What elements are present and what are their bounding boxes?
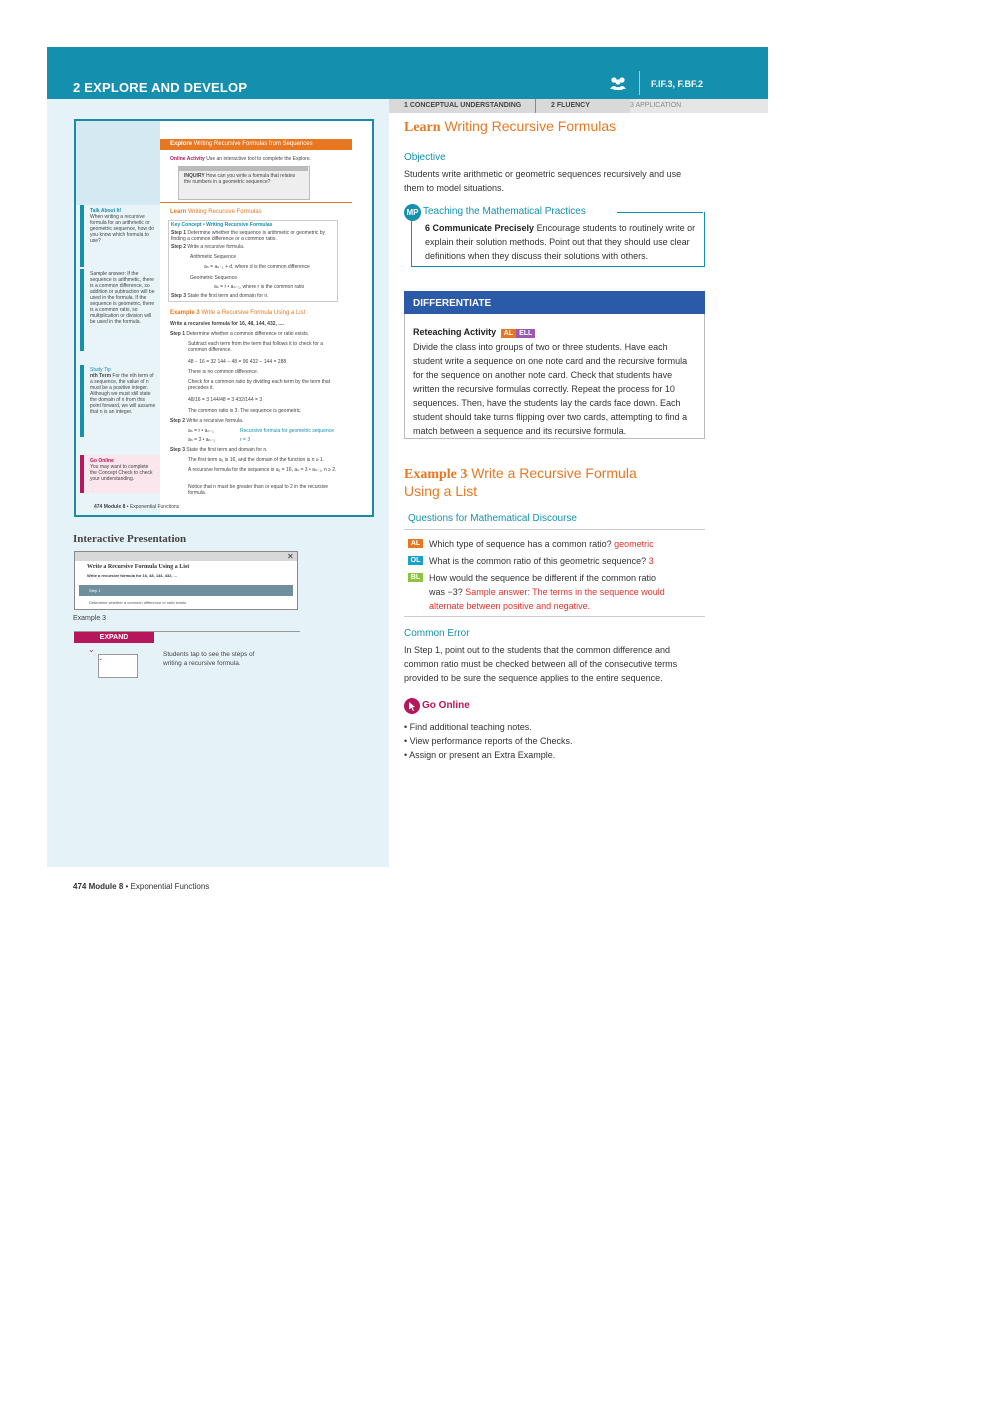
student-page-thumbnail: Explore Writing Recursive Formulas from Sequences Online Activity Use an interactive tool to complete the Explore. INQUIRY How can you write a formula that relates the numbers in a geometric sequence? Talk About It! When writing a recursive formula for an arithmetic or geometric sequence, how do you know which formula to use? Sample answer: If the sequence is arithmetic, there is a common difference, so addition or subtraction will be used in the formula. If the sequence is geometric, there is a common ratio, so multiplication or division will be used in the formula. Study Tip nth Term For the nth term of a sequence, the value of n must be a positive integer. Although we must still state the domain of n from this point forward, we will assume that n is an integer. Go Online You may want to complete the Concept Check to check your understanding. Learn Writing Recursive Formulas Key Concept • Writing Recursive Formulas Step 1 Determine whether the sequence is arithmetic or geometric by finding a common difference or a common ratio. Step 2 Write a recursive formula. Arithmetic Sequence aₙ = aₙ₋₁ + d, where d is the common difference Geometric Sequence aₙ = r • aₙ₋₁, where r is the common ratio Step 3 State the first term and domain for n. Example 3 Write a Recursive Formula Using a List Write a recursive formula for 16, 48, 144, 432, .... Step 1 Determine whether a common difference or ratio exists. Subtract each term from the term that follows it to check for a common difference. 48 − 16 = 32 144 − 48 = 96 432 − 144 = 288 There is no common difference. Check for a common ratio by dividing each term by the term that precedes it. 48/16 = 3 144/48 = 3 432/144 = 3 The common ratio is 3. The sequence is geometric. Step 2 Write a recursive formula. aₙ = r • aₙ₋₁ Recursive formula for geometric sequence aₙ = 3 • aₙ₋₁ r = 3 Step 3 State the first term and domain for n. The first term a₁ is 16, and the domain of the function is n ≥ 1. A recursive formula for the sequence is a₁ = 16, aₙ = 3 • aₙ₋₁, n ≥ 2. Notice that n must be greater than or equal to 2 in the recursive formula. 474 Module 8 • Exponential Functions — [74, 119, 374, 517]
objective-text: Students write arithmetic or geometric sequences recursively and use them to model situations. — [404, 169, 682, 193]
thumb-kc-geom: Geometric Sequence — [190, 275, 237, 281]
step-conceptual: 1 CONCEPTUAL UNDERSTANDING — [404, 102, 522, 109]
thumb-kc-step1-label: Step 1 — [171, 230, 187, 236]
thumb-ex3-s1e: 48/16 = 3 144/48 = 3 432/144 = 3 — [188, 397, 263, 403]
thumb-talk-accent — [80, 205, 84, 267]
thumb-kc-step3-label: Step 3 — [171, 293, 187, 299]
ell-badge: ELL — [516, 329, 535, 338]
interactive-panel-prompt: Write a recursive formula for 16, 48, 144, 432, ... — [87, 573, 177, 578]
thumb-explore-title: Writing Recursive Formulas from Sequences — [193, 141, 313, 147]
footer-page-number: 474 — [73, 882, 87, 891]
practices-top-rule — [617, 212, 703, 213]
thumb-ex3-s3c: Notice that n must be greater than or equal to 2 in the recursive formula. — [188, 484, 329, 496]
thumb-talk-label: Talk About It! — [90, 208, 122, 214]
al-level-badge: AL — [408, 539, 423, 548]
al-badge: AL — [501, 329, 516, 338]
thumb-learn-rule — [160, 202, 352, 203]
thumb-goonline-accent — [80, 455, 84, 493]
thumb-kc-arith-formula: aₙ = aₙ₋₁ + d, where d is the common difference — [204, 264, 310, 270]
chevron-down-icon: ⌄ — [98, 656, 104, 662]
step-fluency: 2 FLUENCY — [551, 102, 590, 109]
interactive-panel[interactable] — [74, 551, 298, 610]
thumb-ex3-step2-label: Step 2 — [170, 418, 186, 424]
footer-bullet: • — [125, 882, 129, 891]
step-progress-bar — [389, 99, 768, 113]
thumb-kc-step2: Write a recursive formula. — [187, 244, 245, 250]
expand-button[interactable]: EXPAND — [74, 632, 154, 643]
page-footer — [73, 882, 209, 891]
thumb-learn-title: Writing Recursive Formulas — [188, 209, 262, 215]
discourse-a3: Sample answer: The terms in the sequence would — [465, 587, 665, 597]
discourse-q3: How would the sequence be different if the common ratio — [429, 573, 656, 583]
discourse-a2: 3 — [648, 556, 654, 566]
thumb-kc-geom-formula: aₙ = r • aₙ₋₁, where r is the common ratio — [214, 284, 305, 290]
thumb-ex3-step1-label: Step 1 — [170, 331, 186, 337]
group-work-icon — [609, 76, 627, 90]
thumb-ex3-s1d: Check for a common ratio by dividing each term by the term that precedes it. — [188, 379, 331, 391]
interactive-caption: Example 3 — [73, 615, 107, 622]
thumb-ex3-s2b: aₙ = 3 • aₙ₋₁ — [188, 437, 215, 443]
ol-level-badge: OL — [408, 556, 423, 565]
thumb-talk-text: When writing a recursive formula for an arithmetic or geometric sequence, how do you know which formula to use? — [90, 214, 154, 244]
thumb-ex3-s3b: A recursive formula for the sequence is a₁ = 16, aₙ = 3 • aₙ₋₁, n ≥ 2. — [188, 467, 337, 473]
thumb-ex3-s2a: aₙ = r • aₙ₋₁ — [188, 428, 214, 434]
interactive-titlebar — [75, 552, 297, 561]
thumb-ex3-step3: State the first term and domain for n. — [186, 447, 268, 453]
thumb-online-activity-text: Use an interactive tool to complete the Explore. — [206, 156, 311, 162]
thumb-kc-step3: State the first term and domain for n. — [187, 293, 269, 299]
interactive-heading: Interactive Presentation — [73, 533, 187, 545]
go-online-icon — [404, 698, 420, 714]
thumb-explore-label: Explore — [170, 141, 193, 147]
section-header-bar — [47, 47, 768, 99]
thumb-goonline-label: Go Online — [90, 458, 114, 464]
thumb-studytip-accent — [80, 365, 84, 437]
thumb-goonline-text: You may want to complete the Concept Check to check your understanding. — [90, 464, 153, 482]
thumb-inquiry-text: How can you write a formula that relates the numbers in a geometric sequence? — [184, 173, 296, 185]
differentiate-heading: DIFFERENTIATE — [413, 298, 492, 309]
discourse-q1: Which type of sequence has a common ratio? — [429, 539, 612, 549]
footer-topic: Exponential Functions — [130, 882, 210, 891]
thumb-kc-step1: Determine whether the sequence is arithmetic or geometric by finding a common difference or a common ratio. — [171, 230, 325, 242]
thumb-ex3-s2b-note: r = 3 — [240, 437, 251, 443]
thumb-key-concept-title: Key Concept • Writing Recursive Formulas — [171, 222, 273, 228]
thumb-ex3-step1: Determine whether a common difference or ratio exists. — [186, 331, 310, 337]
go-online-item-2: • View performance reports of the Checks. — [404, 736, 573, 746]
discourse-a1: geometric — [614, 539, 654, 549]
thumb-ex3-label: Example 3 — [170, 310, 200, 316]
step-application: 3 APPLICATION — [630, 102, 682, 109]
reteaching-activity-label: Reteaching Activity — [413, 327, 497, 337]
practices-text: Encourage students to routinely write or explain their solution methods. Point out that they should use clear definitions when they discuss their solutions with others. — [425, 223, 696, 261]
thumb-learn-label: Learn — [170, 209, 187, 215]
chevron-down-icon: ⌄ — [88, 645, 95, 654]
thumb-ex3-s1f: The common ratio is 3. The sequence is geometric. — [188, 408, 302, 414]
thumb-ex3-step3-label: Step 3 — [170, 447, 186, 453]
thumb-footer-topic: Exponential Functions — [129, 504, 180, 510]
thumb-ex3-s2a-note: Recursive formula for geometric sequence — [240, 428, 334, 434]
thumb-studytip-text: For the nth term of a sequence, the value of n must be a positive integer. Although we must still state the domain of n from this point forward, we will assume that n is an integer. — [90, 373, 156, 415]
discourse-heading: Questions for Mathematical Discourse — [408, 513, 577, 524]
thumb-ex3-s3a: The first term a₁ is 16, and the domain of the function is n ≥ 1. — [188, 457, 325, 463]
example-title-line2: Using a List — [404, 483, 478, 499]
thumb-margin-top — [76, 121, 160, 205]
interactive-panel-step: Step 1 — [89, 588, 101, 593]
mp-badge-icon: MP — [404, 204, 421, 221]
thumb-inquiry-titlebar — [178, 166, 308, 171]
expand-description: Students tap to see the steps of writing a recursive formula. — [163, 651, 255, 667]
differentiate-text: Divide the class into groups of two or three students. Have each student write a sequence on one note card and the recursive formula for the sequence on another note card. Check that students have written the recursive formulas correctly. Repeat the process for 10 sequences. Then, have the students lay the cards face down. Each student should take turns flipping over two cards, attempting to find a match between a sequence and its recursive formula. — [413, 342, 688, 436]
discourse-a3-line2: alternate between positive and negative. — [429, 601, 591, 611]
standards-code: F.IF.3, F.BF.2 — [651, 79, 704, 89]
interactive-step-row[interactable] — [79, 585, 293, 596]
example-title: Write a Recursive Formula — [471, 465, 637, 481]
thumb-ex3-s1a: Subtract each term from the term that follows it to check for a common difference. — [188, 341, 324, 353]
thumb-ex3-title: Write a Recursive Formula Using a List — [201, 310, 306, 316]
thumb-footer-page: 474 — [94, 504, 103, 510]
footer-module: Module 8 — [88, 882, 124, 891]
thumb-kc-arith: Arithmetic Sequence — [190, 254, 237, 260]
thumb-ex3-s1b: 48 − 16 = 32 144 − 48 = 96 432 − 144 = 288 — [188, 359, 287, 365]
thumb-inquiry-label: INQUIRY — [184, 173, 205, 179]
discourse-q2: What is the common ratio of this geometric sequence? — [429, 556, 647, 566]
thumb-ex3-s1c: There is no common difference. — [188, 369, 259, 375]
learn-title: Writing Recursive Formulas — [444, 118, 617, 134]
header-divider — [639, 71, 640, 95]
step-divider — [535, 99, 536, 113]
expand-preview-box — [98, 654, 138, 678]
thumb-kc-step2-label: Step 2 — [171, 244, 187, 250]
thumb-footer-module: Module 8 — [103, 504, 126, 510]
example-label: Example 3 — [404, 467, 468, 482]
bl-level-badge: BL — [408, 573, 423, 582]
common-error-text: In Step 1, point out to the students that the common difference and common ratio must be checked between all of the consecutive terms provided to be sure the sequence applies to the entire sequence. — [404, 645, 678, 683]
learn-label: Learn — [404, 120, 441, 135]
practices-heading: Teaching the Mathematical Practices — [423, 206, 586, 217]
thumb-online-activity-label: Online Activity — [170, 156, 205, 162]
interactive-panel-instruction: Determine whether a common difference or ratio exists. — [89, 600, 188, 605]
thumb-sample-answer: Sample answer: If the sequence is arithmetic, there is a common difference, so addition or subtraction will be used in the formula. If the sequence is geometric, there is a common ratio, so multiplication or division will be used in the formula. — [90, 271, 155, 325]
discourse-bottom-rule — [404, 616, 705, 617]
practices-bold: 6 Communicate Precisely — [425, 223, 535, 233]
thumb-ex3-prompt: Write a recursive formula for 16, 48, 144, 432, .... — [170, 321, 284, 327]
thumb-studytip-label: Study Tip — [90, 367, 111, 373]
thumb-sample-accent — [80, 269, 84, 351]
go-online-heading: Go Online — [422, 700, 470, 711]
thumb-studytip-heading: nth Term — [90, 373, 112, 379]
discourse-q3-line2: was −3? — [429, 587, 463, 597]
objective-heading: Objective — [404, 152, 446, 163]
go-online-item-1: • Find additional teaching notes. — [404, 722, 532, 732]
thumb-ex3-step2: Write a recursive formula. — [186, 418, 244, 424]
common-error-heading: Common Error — [404, 628, 470, 639]
go-online-item-3: • Assign or present an Extra Example. — [404, 750, 556, 760]
section-title: 2 EXPLORE AND DEVELOP — [73, 80, 248, 95]
interactive-panel-title: Write a Recursive Formula Using a List — [87, 564, 190, 570]
close-icon[interactable]: ✕ — [287, 552, 294, 561]
discourse-top-rule — [404, 529, 705, 530]
